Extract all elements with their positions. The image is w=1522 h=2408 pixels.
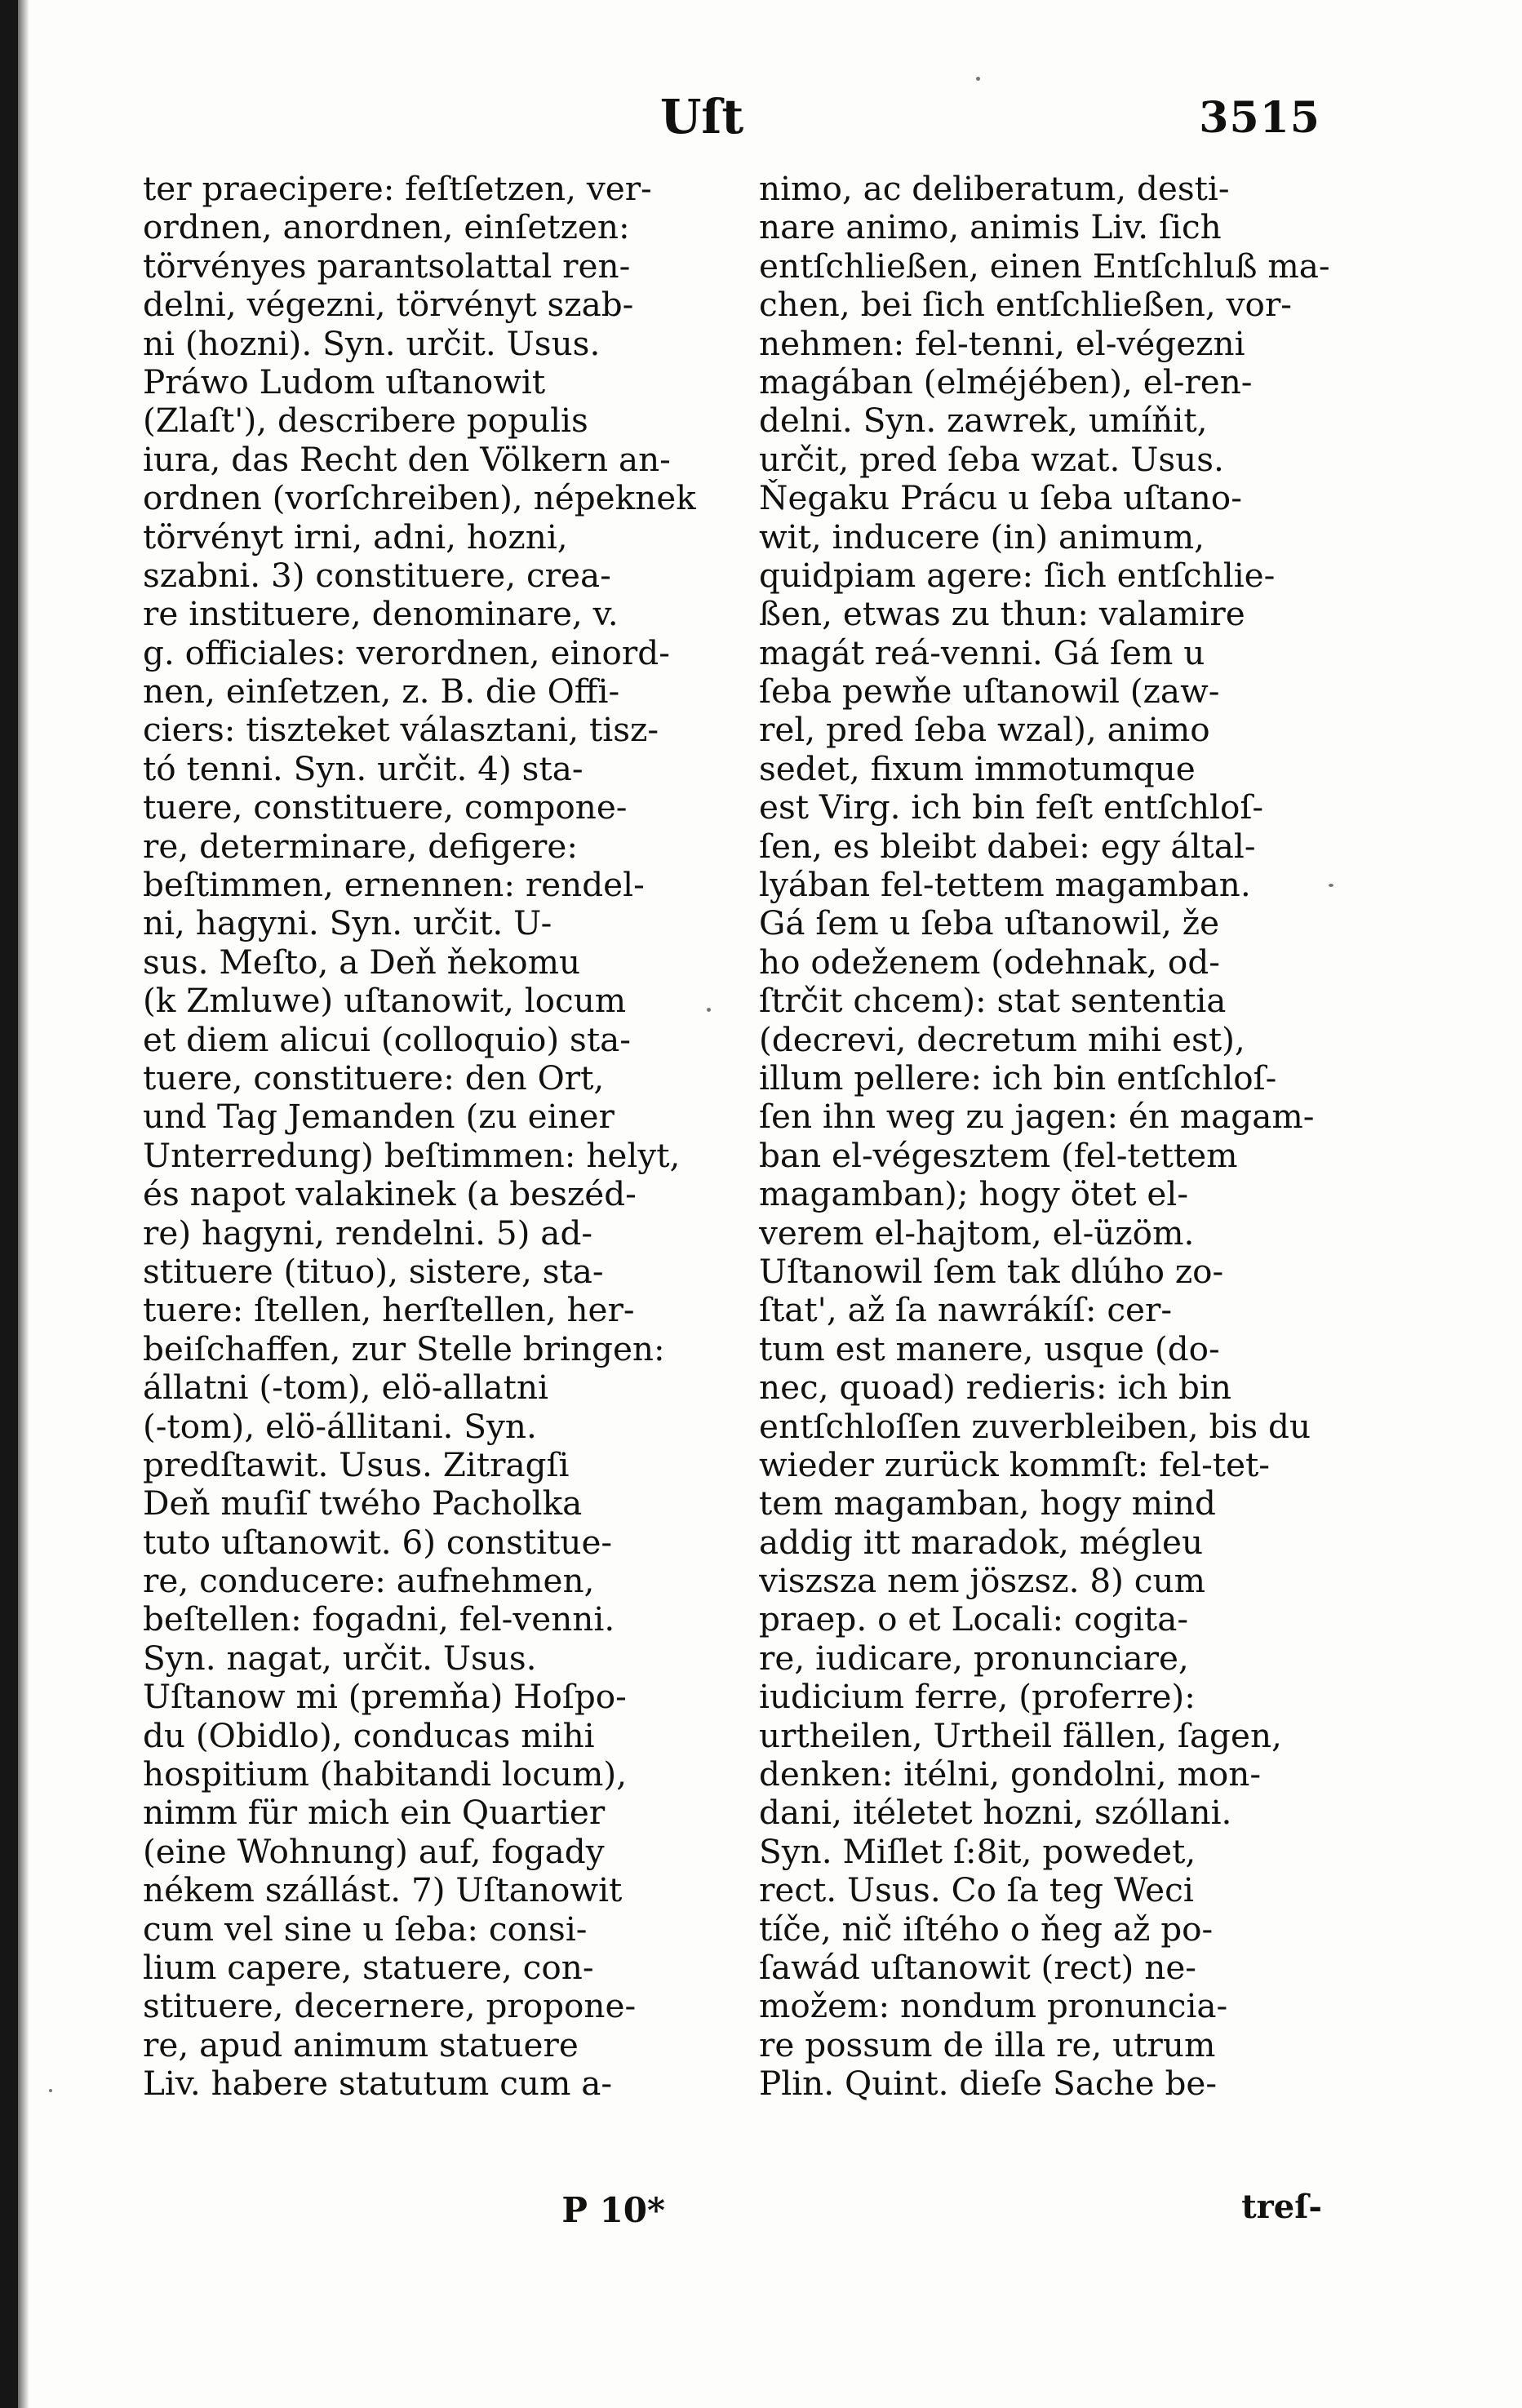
text-line: iudicium ferre, (proferre): bbox=[759, 1678, 1196, 1717]
text-line: addig itt maradok, mégleu bbox=[759, 1523, 1204, 1562]
text-line: lyában fel-tettem magamban. bbox=[759, 866, 1251, 905]
left-text-column bbox=[143, 170, 706, 2104]
text-line: (Zlaſt'), describere populis bbox=[143, 401, 588, 441]
text-line: magamban); hogy ötet el- bbox=[759, 1175, 1189, 1214]
text-line: ban el-végesztem (fel-tettem bbox=[759, 1136, 1238, 1175]
paper-speck bbox=[49, 2089, 52, 2092]
text-line: rel, pred ſeba wzal), animo bbox=[759, 711, 1210, 750]
text-line: iura, das Recht den Völkern an- bbox=[143, 440, 671, 479]
text-line: sedet, fixum immotumque bbox=[759, 749, 1196, 788]
text-line: delni, végezni, törvényt szab- bbox=[143, 286, 634, 325]
paper-speck bbox=[707, 1008, 711, 1012]
text-line: beſtimmen, ernennen: rendel- bbox=[143, 866, 645, 905]
text-line: viszsza nem jöszsz. 8) cum bbox=[759, 1562, 1205, 1601]
page-binding-shadow bbox=[18, 0, 29, 2408]
text-line: ni (hozni). Syn. určit. Usus. bbox=[143, 324, 601, 363]
text-line: ho odeženem (odehnak, od- bbox=[759, 942, 1220, 982]
text-line: denken: itélni, gondolni, mon- bbox=[759, 1755, 1262, 1794]
text-line: illum pellere: ich bin entſchloſ- bbox=[759, 1058, 1277, 1098]
text-line: nehmen: fel-tenni, el-végezni bbox=[759, 324, 1245, 363]
text-line: určit, pred ſeba wzat. Usus. bbox=[759, 440, 1224, 479]
text-line: est Virg. ich bin feſt entſchloſ- bbox=[759, 788, 1264, 827]
text-line: ordnen, anordnen, einſetzen: bbox=[143, 208, 630, 247]
text-line: tuto uſtanowit. 6) constitue- bbox=[143, 1523, 613, 1562]
text-line: et diem alicui (colloquio) sta- bbox=[143, 1020, 631, 1059]
text-line: magában (elméjében), el-ren- bbox=[759, 362, 1253, 401]
text-line: állatni (-tom), elö-allatni bbox=[143, 1368, 548, 1408]
text-line: ſen, es bleibt dabei: egy által- bbox=[759, 827, 1256, 866]
text-line: sus. Meſto, a Deň ňekomu bbox=[143, 942, 581, 982]
text-line: tíče, nič iſtého o ňeg až po- bbox=[759, 1909, 1214, 1949]
running-head-word: Uſt bbox=[659, 89, 744, 144]
text-line: (decrevi, decretum mihi est), bbox=[759, 1020, 1245, 1059]
catchword: treſ- bbox=[1241, 2188, 1322, 2226]
text-line: možem: nondum pronuncia- bbox=[759, 1987, 1228, 2026]
text-line: wieder zurück kommſt: fel-tet- bbox=[759, 1445, 1270, 1484]
text-line: beſtellen: fogadni, fel-venni. bbox=[143, 1600, 615, 1639]
text-line: re, apud animum statuere bbox=[143, 2025, 579, 2064]
text-line: nimo, ac deliberatum, desti- bbox=[759, 170, 1230, 208]
text-line: Uſtanow mi (premňa) Hoſpo- bbox=[143, 1678, 627, 1717]
text-line: nec, quoad) redieris: ich bin bbox=[759, 1368, 1231, 1408]
text-line: entſchließen, einen Entſchluß ma- bbox=[759, 246, 1330, 286]
text-line: Ňegaku Prácu u ſeba uſtano- bbox=[759, 479, 1242, 518]
text-line: delni. Syn. zawrek, umíňit, bbox=[759, 401, 1208, 441]
text-line: du (Obidlo), conducas mihi bbox=[143, 1716, 595, 1755]
text-line: magát reá-venni. Gá ſem u bbox=[759, 633, 1205, 672]
text-line: tum est manere, usque (do- bbox=[759, 1329, 1220, 1368]
text-line: tem magamban, hogy mind bbox=[759, 1484, 1216, 1523]
text-line: Unterredung) beſtimmen: helyt, bbox=[143, 1136, 681, 1175]
text-line: re, iudicare, pronunciare, bbox=[759, 1639, 1189, 1678]
text-line: re, conducere: aufnehmen, bbox=[143, 1562, 595, 1601]
text-line: tó tenni. Syn. určit. 4) sta- bbox=[143, 749, 584, 788]
text-line: Syn. Miſlet ſ:8it, powedet, bbox=[759, 1832, 1196, 1871]
text-line: ciers: tiszteket választani, tisz- bbox=[143, 711, 659, 750]
text-line: Uſtanowil ſem tak dlúho zo- bbox=[759, 1252, 1224, 1291]
text-line: (k Zmluwe) uſtanowit, locum bbox=[143, 982, 627, 1021]
text-line: Syn. nagat, určit. Usus. bbox=[143, 1639, 537, 1678]
text-line: Deň muſiſ twého Pacholka bbox=[143, 1484, 583, 1523]
text-line: wit, inducere (in) animum, bbox=[759, 517, 1205, 557]
text-line: praep. o et Locali: cogita- bbox=[759, 1600, 1189, 1639]
text-line: chen, bei ſich entſchließen, vor- bbox=[759, 286, 1292, 325]
text-line: predſtawit. Usus. Zitragſi bbox=[143, 1445, 570, 1484]
text-line: ſeba pewňe uſtanowil (zaw- bbox=[759, 672, 1220, 712]
text-line: hospitium (habitandi locum), bbox=[143, 1755, 628, 1794]
page-binding-edge bbox=[0, 0, 18, 2408]
text-line: rect. Usus. Co ſa teg Weci bbox=[759, 1871, 1194, 1910]
text-line: nare animo, animis Liv. ſich bbox=[759, 208, 1222, 247]
text-line: re possum de illa re, utrum bbox=[759, 2025, 1216, 2064]
text-line: Liv. habere statutum cum a- bbox=[143, 2064, 613, 2104]
paper-speck bbox=[1329, 884, 1333, 887]
text-line: ni, hagyni. Syn. určit. U- bbox=[143, 904, 552, 943]
text-line: ſawád uſtanowit (rect) ne- bbox=[759, 1948, 1196, 1987]
text-line: urtheilen, Urtheil fällen, ſagen, bbox=[759, 1716, 1282, 1755]
text-line: und Tag Jemanden (zu einer bbox=[143, 1098, 615, 1137]
text-line: nimm für mich ein Quartier bbox=[143, 1794, 606, 1833]
paper-speck bbox=[976, 77, 980, 81]
text-line: szabni. 3) constituere, crea- bbox=[143, 556, 611, 595]
page-number: 3515 bbox=[1199, 93, 1320, 143]
text-line: re, determinare, defigere: bbox=[143, 827, 579, 866]
right-text-column bbox=[759, 170, 1330, 2104]
text-line: g. officiales: verordnen, einord- bbox=[143, 633, 670, 672]
text-line: entſchloſſen zuverbleiben, bis du bbox=[759, 1407, 1311, 1446]
text-line: cum vel sine u ſeba: consi- bbox=[143, 1909, 588, 1949]
text-line: tuere: ſtellen, herſtellen, her- bbox=[143, 1291, 635, 1330]
text-line: Gá ſem u ſeba uſtanowil, že bbox=[759, 904, 1220, 943]
text-line: nékem szállást. 7) Uſtanowit bbox=[143, 1871, 623, 1910]
text-line: Plin. Quint. dieſe Sache be- bbox=[759, 2064, 1218, 2104]
text-line: (-tom), elö-állitani. Syn. bbox=[143, 1407, 537, 1446]
text-line: ßen, etwas zu thun: valamire bbox=[759, 595, 1245, 634]
text-line: ordnen (vorſchreiben), népeknek bbox=[143, 479, 696, 518]
text-line: stituere, decernere, propone- bbox=[143, 1987, 637, 2026]
text-line: beiſchaffen, zur Stelle bringen: bbox=[143, 1329, 665, 1368]
text-line: ſtrčit chcem): stat sententia bbox=[759, 982, 1227, 1021]
text-line: quidpiam agere: ſich entſchlie- bbox=[759, 556, 1276, 595]
text-line: ſtat', až ſa nawrákíſ: cer- bbox=[759, 1291, 1173, 1330]
text-line: nen, einſetzen, z. B. die Offi- bbox=[143, 672, 620, 712]
text-line: tuere, constituere, compone- bbox=[143, 788, 628, 827]
text-line: lium capere, statuere, con- bbox=[143, 1948, 594, 1987]
text-line: Práwo Ludom uſtanowit bbox=[143, 362, 546, 401]
text-line: és napot valakinek (a beszéd- bbox=[143, 1175, 637, 1214]
text-line: dani, itéletet hozni, szóllani. bbox=[759, 1794, 1232, 1833]
text-line: verem el-hajtom, el-üzöm. bbox=[759, 1213, 1195, 1253]
text-line: stituere (tituo), sistere, sta- bbox=[143, 1252, 604, 1291]
text-line: ſen ihn weg zu jagen: én magam- bbox=[759, 1098, 1315, 1137]
text-line: re) hagyni, rendelni. 5) ad- bbox=[143, 1213, 593, 1253]
signature-mark: P 10* bbox=[561, 2190, 665, 2230]
text-line: re instituere, denominare, v. bbox=[143, 595, 619, 634]
text-line: tuere, constituere: den Ort, bbox=[143, 1058, 605, 1098]
text-line: törvényes parantsolattal ren- bbox=[143, 246, 631, 286]
text-line: törvényt irni, adni, hozni, bbox=[143, 517, 568, 557]
text-line: ter praecipere: feſtſetzen, ver- bbox=[143, 170, 652, 208]
text-line: (eine Wohnung) auf, fogady bbox=[143, 1832, 605, 1871]
